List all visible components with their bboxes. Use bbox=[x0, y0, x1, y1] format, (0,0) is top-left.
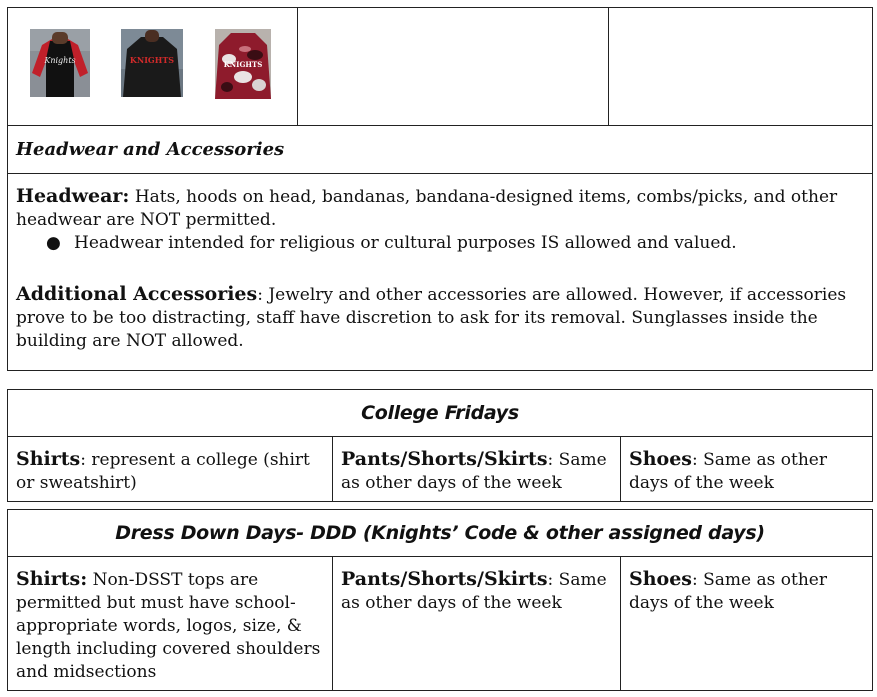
ddd-pants-cell: Pants/Shorts/Skirts: Same as other days of the week bbox=[341, 568, 607, 613]
accessories-paragraph bbox=[16, 283, 866, 353]
college-shirts-cell: Shirts: represent a college (shirt or sweatshirt) bbox=[16, 448, 310, 493]
ddd-shoes-cell: Shoes: Same as other days of the week bbox=[629, 568, 827, 613]
college-pants-cell: Pants/Shorts/Skirts: Same as other days of the week bbox=[341, 448, 607, 493]
svg-text:KNIGHTS: KNIGHTS bbox=[223, 60, 263, 69]
accessories-label: Additional Accessories bbox=[16, 283, 258, 305]
dress-down-days-title: Dress Down Days- DDD (Knights’ Code & other assigned days) bbox=[115, 522, 765, 544]
ddd-pants-label: Pants/Shorts/Skirts bbox=[341, 568, 548, 590]
bullet-icon: ● bbox=[46, 233, 61, 253]
raglan-shirt-photo bbox=[30, 29, 90, 97]
headwear-section-title: Headwear and Accessories bbox=[16, 139, 285, 160]
dress-down-days-table bbox=[7, 509, 873, 691]
headwear-rules bbox=[16, 185, 866, 353]
college-fridays-title: College Fridays bbox=[361, 402, 519, 424]
college-shirts-label: Shirts bbox=[16, 448, 81, 470]
headwear-table bbox=[7, 7, 873, 371]
ddd-shirts-label: Shirts: bbox=[16, 568, 88, 590]
ddd-shirts-cell: Shirts: Non-DSST tops are permitted but must have school-appropriate words, logos, size, & length including covered shoulders and midsections bbox=[16, 568, 321, 682]
black-hoodie-photo bbox=[121, 29, 183, 97]
svg-text:KNIGHTS: KNIGHTS bbox=[129, 55, 175, 65]
ddd-shoes-label: Shoes bbox=[629, 568, 692, 590]
headwear-bullet: ● Headwear intended for religious or cultural purposes IS allowed and valued. bbox=[46, 233, 737, 253]
headwear-label: Headwear: bbox=[16, 185, 130, 207]
college-shoes-label: Shoes bbox=[629, 448, 692, 470]
camo-hoodie-photo bbox=[215, 29, 271, 97]
accessories-text: : Jewelry and other accessories are allowed. However, if accessories prove to be too distracting, staff have discretion to ask for its removal. Sunglasses inside the building are NOT allowed. bbox=[16, 285, 847, 351]
headwear-text: Hats, hoods on head, bandanas, bandana-designed items, combs/picks, and other headwear are NOT permitted. bbox=[16, 187, 838, 230]
svg-text:Knights: Knights bbox=[44, 56, 76, 65]
college-shoes-cell: Shoes: Same as other days of the week bbox=[629, 448, 827, 493]
headwear-paragraph bbox=[16, 185, 866, 232]
college-fridays-table bbox=[7, 389, 873, 502]
college-pants-label: Pants/Shorts/Skirts bbox=[341, 448, 548, 470]
